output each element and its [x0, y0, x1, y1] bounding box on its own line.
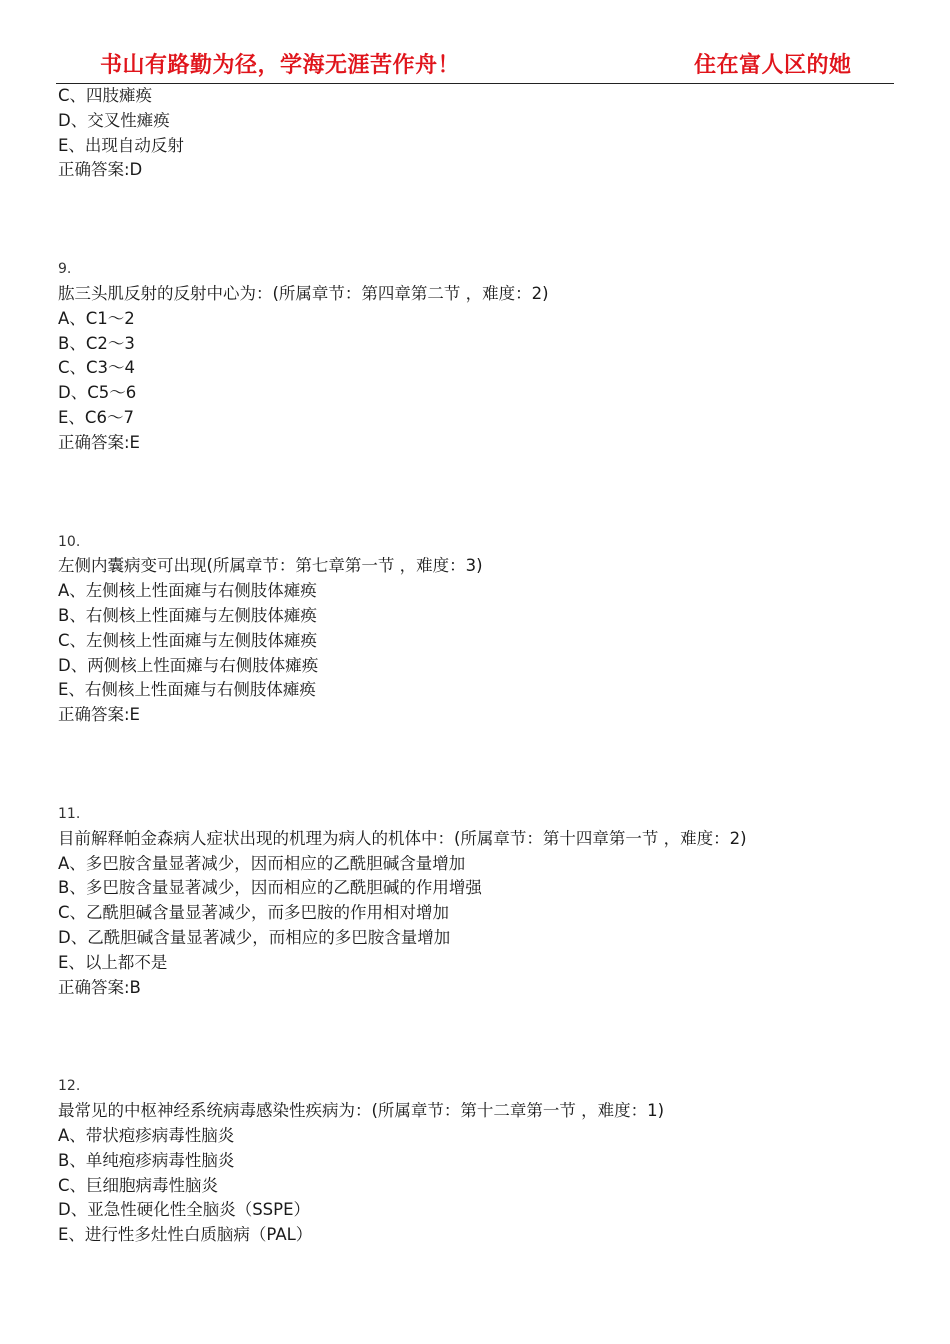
prev-question-tail — [58, 84, 918, 183]
option-a: A、左侧核上性面瘫与右侧肢体瘫痪 — [58, 581, 317, 601]
option-c: C、四肢瘫痪 — [58, 86, 153, 105]
question-number: 10. — [58, 533, 81, 550]
option-b: B、右侧核上性面瘫与左侧肢体瘫痪 — [58, 605, 317, 625]
option-c: C、乙酰胆碱含量显著减少，而多巴胺的作用相对增加 — [58, 903, 450, 923]
question-number: 11. — [58, 805, 81, 822]
header-motto: 书山有路勤为径，学海无涯苦作舟！ — [100, 52, 461, 78]
option-d: D、两侧核上性面瘫与右侧肢体瘫痪 — [58, 655, 319, 675]
option-e: E、C6～7 — [58, 407, 134, 427]
correct-answer: 正确答案:B — [58, 977, 141, 997]
question-stem: 目前解释帕金森病人症状出现的机理为病人的机体中：(所属章节：第十四章第一节 ，难度：2) — [58, 828, 747, 848]
question-stem: 最常见的中枢神经系统病毒感染性疾病为：(所属章节：第十二章第一节 ，难度：1) — [58, 1101, 665, 1121]
question-number: 12. — [58, 1078, 81, 1095]
option-e: E、进行性多灶性白质脑病（PAL） — [58, 1225, 313, 1245]
option-e: E、以上都不是 — [58, 952, 168, 972]
document-body — [58, 84, 918, 1248]
question-11 — [58, 802, 918, 1000]
option-a: A、带状疱疹病毒性脑炎 — [58, 1125, 235, 1145]
option-d: D、乙酰胆碱含量显著减少，而相应的多巴胺含量增加 — [58, 927, 451, 947]
question-9 — [58, 257, 918, 455]
option-b: B、单纯疱疹病毒性脑炎 — [58, 1150, 235, 1170]
question-stem: 肱三头肌反射的反射中心为：(所属章节：第四章第二节 ，难度：2) — [58, 283, 549, 303]
option-a: A、C1～2 — [58, 308, 135, 328]
option-d: D、交叉性瘫痪 — [58, 110, 170, 130]
option-d: D、C5～6 — [58, 383, 137, 403]
option-c: C、巨细胞病毒性脑炎 — [58, 1175, 219, 1195]
question-stem: 左侧内囊病变可出现(所属章节：第七章第一节 ，难度：3) — [58, 556, 483, 576]
option-e: E、右侧核上性面瘫与右侧肢体瘫痪 — [58, 680, 316, 700]
header-author: 住在富人区的她 — [694, 52, 852, 78]
question-10 — [58, 530, 918, 728]
option-e: E、出现自动反射 — [58, 135, 184, 155]
option-b: B、多巴胺含量显著减少，因而相应的乙酰胆碱的作用增强 — [58, 878, 482, 898]
question-12 — [58, 1074, 918, 1248]
option-c: C、C3～4 — [58, 358, 136, 378]
spacer — [58, 1000, 918, 1074]
option-d: D、亚急性硬化性全脑炎（SSPE） — [58, 1200, 311, 1220]
question-number: 9. — [58, 261, 72, 278]
correct-answer: 正确答案:E — [58, 432, 140, 452]
spacer — [58, 728, 918, 802]
spacer — [58, 183, 918, 257]
option-b: B、C2～3 — [58, 333, 135, 353]
option-c: C、左侧核上性面瘫与左侧肢体瘫痪 — [58, 630, 318, 650]
correct-answer: 正确答案:E — [58, 705, 140, 725]
correct-answer: 正确答案:D — [58, 160, 143, 180]
page-header — [0, 0, 950, 84]
option-a: A、多巴胺含量显著减少，因而相应的乙酰胆碱含量增加 — [58, 853, 466, 873]
spacer — [58, 456, 918, 530]
